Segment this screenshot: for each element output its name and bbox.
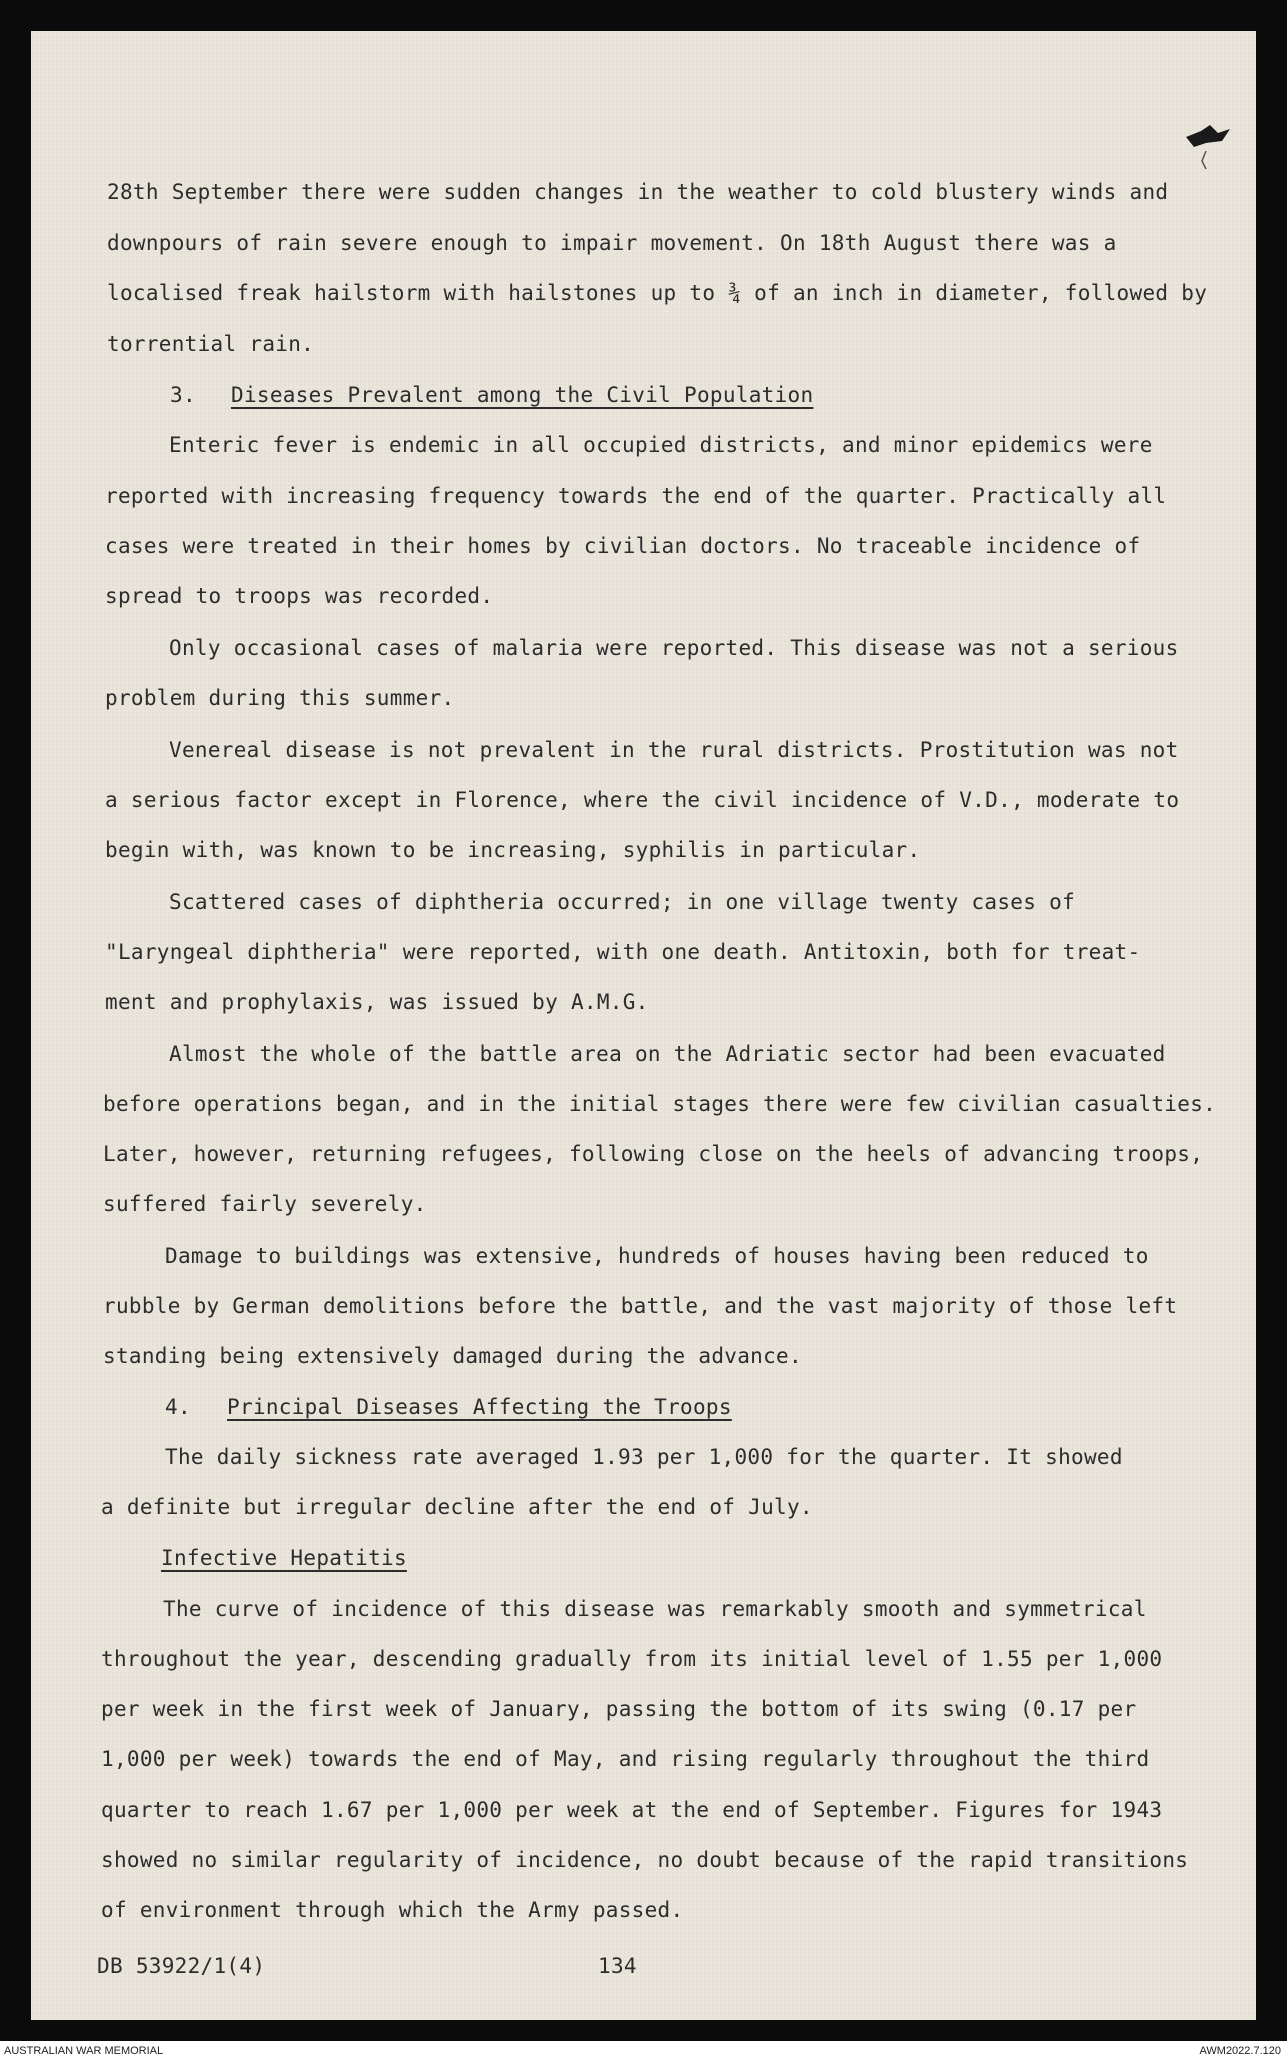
text-line: showed no similar regularity of incidence, no doubt because of the rapid transitions [101,1848,1189,1872]
page-number: 134 [598,1954,637,1978]
text-line: quarter to reach 1.67 per 1,000 per week at the end of September. Figures for 1943 [101,1798,1163,1822]
text-line: Later, however, returning refugees, following close on the heels of advancing troops, [103,1142,1204,1166]
text-line: before operations began, and in the initial stages there were few civilian casualties. [103,1092,1217,1116]
text-line: torrential rain. [107,332,315,356]
text-line: Almost the whole of the battle area on the Adriatic sector had been evacuated [169,1042,1166,1066]
section-heading: Diseases Prevalent among the Civil Population [231,383,814,407]
archive-strip [0,2041,1287,2061]
text-line: cases were treated in their homes by civilian doctors. No traceable incidence of [105,534,1141,558]
text-line: reported with increasing frequency towards the end of the quarter. Practically all [105,484,1167,508]
text-line: ment and prophylaxis, was issued by A.M.G. [105,990,649,1014]
text-line: Only occasional cases of malaria were reported. This disease was not a serious [169,636,1179,660]
text-line: a definite but irregular decline after the end of July. [101,1495,813,1519]
text-line: problem during this summer. [105,686,455,710]
text-line: localised freak hailstorm with hailstones up to ¾ of an inch in diameter, followed by [107,281,1208,305]
section-number: 3. [170,383,196,407]
archive-name: AUSTRALIAN WAR MEMORIAL [4,2045,164,2057]
text-line: suffered fairly severely. [103,1192,427,1216]
text-line: "Laryngeal diphtheria" were reported, with one death. Antitoxin, both for treat- [105,940,1141,964]
text-line: per week in the first week of January, passing the bottom of its swing (0.17 per [101,1697,1137,1721]
paper-damage-mark [1176,117,1246,177]
document-page [31,31,1256,2020]
text-line: begin with, was known to be increasing, syphilis in particular. [105,838,921,862]
section-number: 4. [165,1395,191,1419]
archive-reference: AWM2022.7.120 [1199,2045,1281,2057]
text-line: 1,000 per week) towards the end of May, and rising regularly throughout the third [101,1747,1150,1771]
text-line: rubble by German demolitions before the battle, and the vast majority of those left [103,1294,1178,1318]
text-line: The curve of incidence of this disease was remarkably smooth and symmetrical [163,1597,1147,1621]
text-line: Scattered cases of diphtheria occurred; in one village twenty cases of [169,890,1076,914]
text-line: Venereal disease is not prevalent in the rural districts. Prostitution was not [169,738,1179,762]
subheading: Infective Hepatitis [161,1546,407,1570]
footer-reference: DB 53922/1(4) [97,1954,266,1978]
text-line: downpours of rain severe enough to impair movement. On 18th August there was a [107,231,1117,255]
text-line: Enteric fever is endemic in all occupied districts, and minor epidemics were [169,433,1153,457]
text-line: spread to troops was recorded. [105,584,494,608]
text-line: of environment through which the Army passed. [101,1898,684,1922]
text-line: standing being extensively damaged during the advance. [103,1344,802,1368]
text-line: Damage to buildings was extensive, hundreds of houses having been reduced to [165,1244,1149,1268]
text-line: throughout the year, descending gradually from its initial level of 1.55 per 1,000 [101,1647,1163,1671]
text-line: 28th September there were sudden changes in the weather to cold blustery winds and [107,180,1169,204]
text-line: The daily sickness rate averaged 1.93 per 1,000 for the quarter. It showed [165,1445,1123,1469]
section-heading: Principal Diseases Affecting the Troops [227,1395,732,1419]
text-line: a serious factor except in Florence, where the civil incidence of V.D., moderate to [105,788,1180,812]
